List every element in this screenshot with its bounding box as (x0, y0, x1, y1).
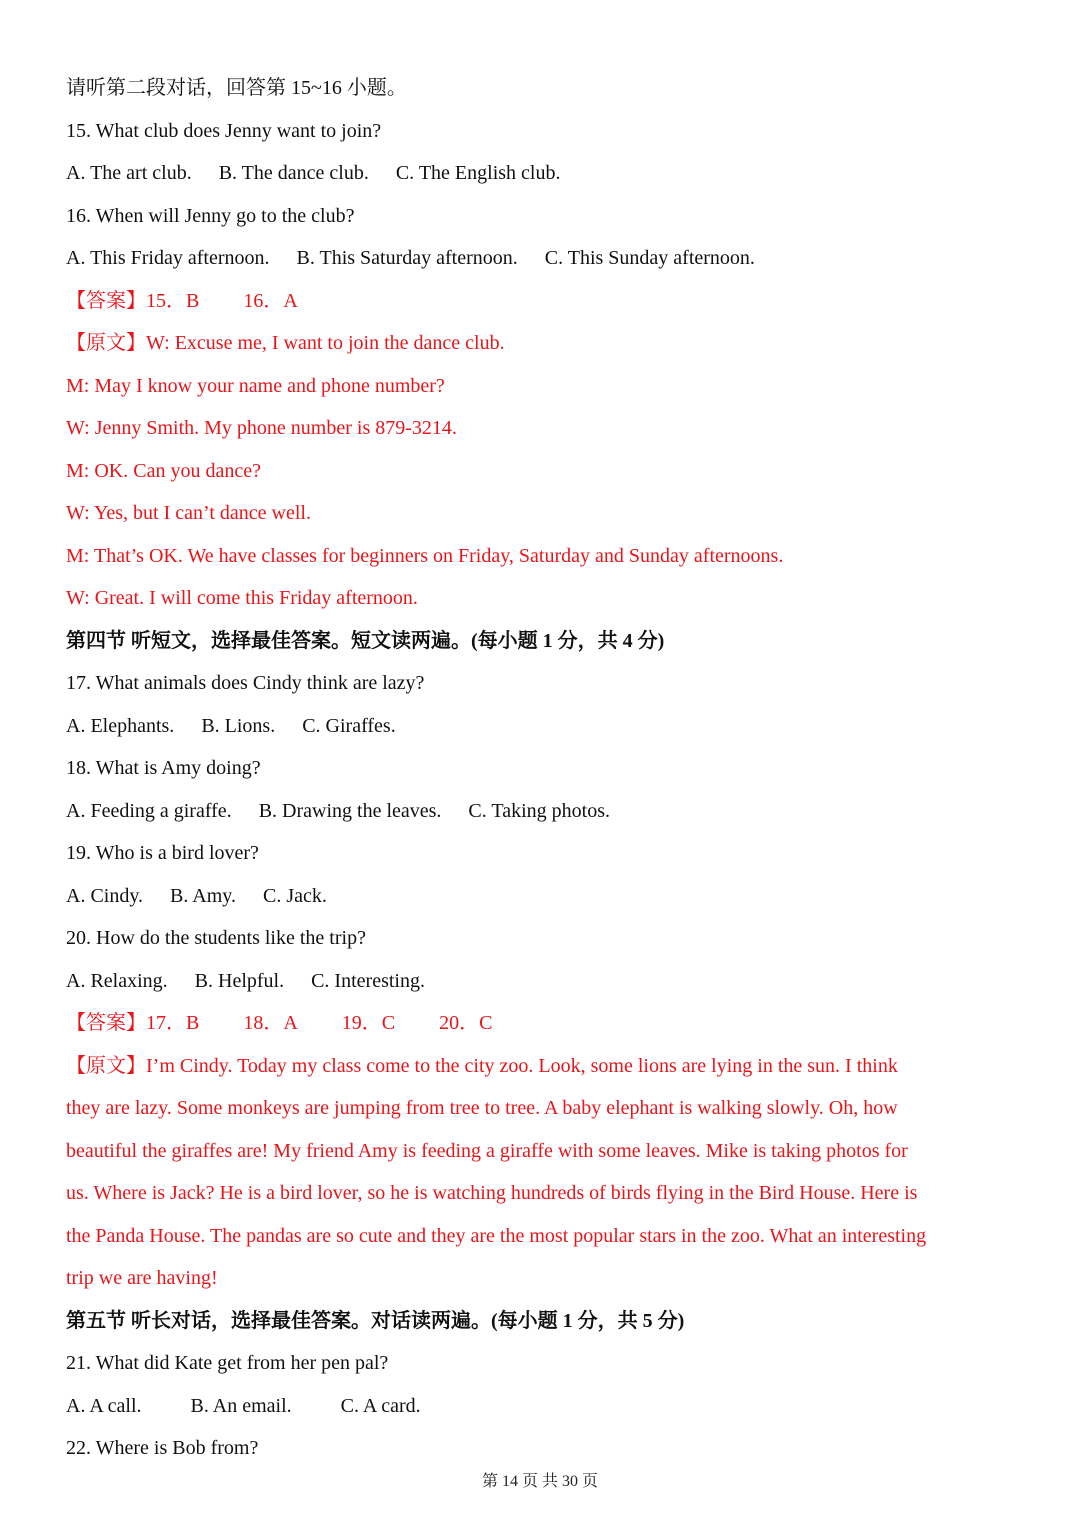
section-intro: 请听第二段对话，回答第 15~16 小题。 (66, 77, 407, 99)
answer-key-1 (66, 283, 1026, 326)
option-b: B. Lions. (201, 714, 276, 737)
option-a: A. Cindy. (66, 884, 144, 907)
answer-label: 【答案】 (66, 289, 146, 312)
question-21: 21. What did Kate get from her pen pal? (66, 1352, 389, 1374)
option-a: A. Feeding a giraffe. (66, 799, 232, 822)
transcript-1-line: M: May I know your name and phone number? (66, 374, 445, 397)
question-17: 17. What animals does Cindy think are lazy? (66, 672, 425, 694)
option-c: C. Giraffes. (302, 714, 396, 737)
question-20: 20. How do the students like the trip? (66, 927, 366, 949)
answer-key-2 (66, 1005, 1026, 1048)
transcript-2-line: they are lazy. Some monkeys are jumping from tree to tree. A baby elephant is walking slowly. Oh, how (66, 1097, 898, 1119)
answer-item: 18．A (243, 1012, 298, 1034)
option-a: A. A call. (66, 1394, 142, 1417)
question-16: 16. When will Jenny go to the club? (66, 204, 355, 227)
options-18 (66, 793, 1026, 836)
answer-item: 17．B (146, 1012, 200, 1034)
options-17 (66, 708, 1026, 751)
transcript-2-line: trip we are having! (66, 1267, 218, 1289)
answer-item: 19．C (341, 1012, 396, 1034)
section-5-heading: 第五节 听长对话，选择最佳答案。对话读两遍。(每小题 1 分，共 5 分) (66, 1309, 685, 1332)
answer-label: 【答案】 (66, 1012, 146, 1034)
option-c: C. Interesting. (311, 969, 425, 992)
options-20 (66, 963, 1026, 1006)
transcript-1-line: W: Great. I will come this Friday afternoon. (66, 587, 418, 609)
option-a: A. Relaxing. (66, 969, 168, 992)
options-19 (66, 878, 1026, 921)
option-b: B. The dance club. (218, 162, 369, 184)
answer-item: 15．B (146, 289, 200, 312)
options-15 (66, 155, 1026, 198)
option-c: C. Taking photos. (468, 799, 610, 822)
option-c: C. The English club. (395, 162, 561, 184)
question-22: 22. Where is Bob from? (66, 1437, 259, 1459)
page-footer: 第 14 页 共 30 页 (481, 1473, 598, 1490)
question-19: 19. Who is a bird lover? (66, 842, 259, 864)
option-c: C. This Sunday afternoon. (544, 247, 755, 269)
transcript-label: 【原文】 (66, 332, 146, 354)
transcript-2-line: us. Where is Jack? He is a bird lover, so he is watching hundreds of birds flying in the Bird House. Here is (66, 1182, 918, 1204)
transcript-1-line: W: Yes, but I can’t dance well. (66, 502, 311, 524)
option-b: B. This Saturday afternoon. (296, 247, 518, 269)
transcript-label: 【原文】 (66, 1054, 146, 1077)
option-b: B. Drawing the leaves. (258, 799, 442, 822)
options-21 (66, 1388, 1026, 1431)
option-a: A. Elephants. (66, 714, 175, 737)
transcript-1-line: M: OK. Can you dance? (66, 459, 261, 482)
option-c: C. A card. (340, 1394, 421, 1417)
options-16 (66, 240, 1026, 283)
transcript-2-line: the Panda House. The pandas are so cute and they are the most popular stars in the zoo. What an interesting (66, 1224, 927, 1247)
question-18: 18. What is Amy doing? (66, 757, 261, 779)
option-b: B. Amy. (170, 884, 236, 907)
option-b: B. An email. (190, 1394, 292, 1417)
option-a: A. The art club. (66, 162, 192, 184)
option-b: B. Helpful. (194, 969, 285, 992)
transcript-2-line: beautiful the giraffes are! My friend Amy is feeding a giraffe with some leaves. Mike is taking photos for (66, 1139, 908, 1162)
transcript-2-line: 【原文】I’m Cindy. Today my class come to the city zoo. Look, some lions are lying in the sun. I think (66, 1054, 898, 1077)
transcript-1-line: 【原文】W: Excuse me, I want to join the dance club. (66, 332, 505, 354)
answer-item: 16．A (243, 289, 298, 312)
transcript-1-line: W: Jenny Smith. My phone number is 879-3214. (66, 417, 457, 439)
option-c: C. Jack. (262, 884, 327, 907)
section-4-heading: 第四节 听短文，选择最佳答案。短文读两遍。(每小题 1 分，共 4 分) (66, 629, 665, 652)
option-a: A. This Friday afternoon. (66, 247, 270, 269)
exam-page (66, 70, 1026, 1473)
transcript-1-line: M: That’s OK. We have classes for beginners on Friday, Saturday and Sunday afternoons. (66, 544, 784, 567)
answer-item: 20．C (439, 1012, 493, 1034)
question-15: 15. What club does Jenny want to join? (66, 119, 382, 142)
